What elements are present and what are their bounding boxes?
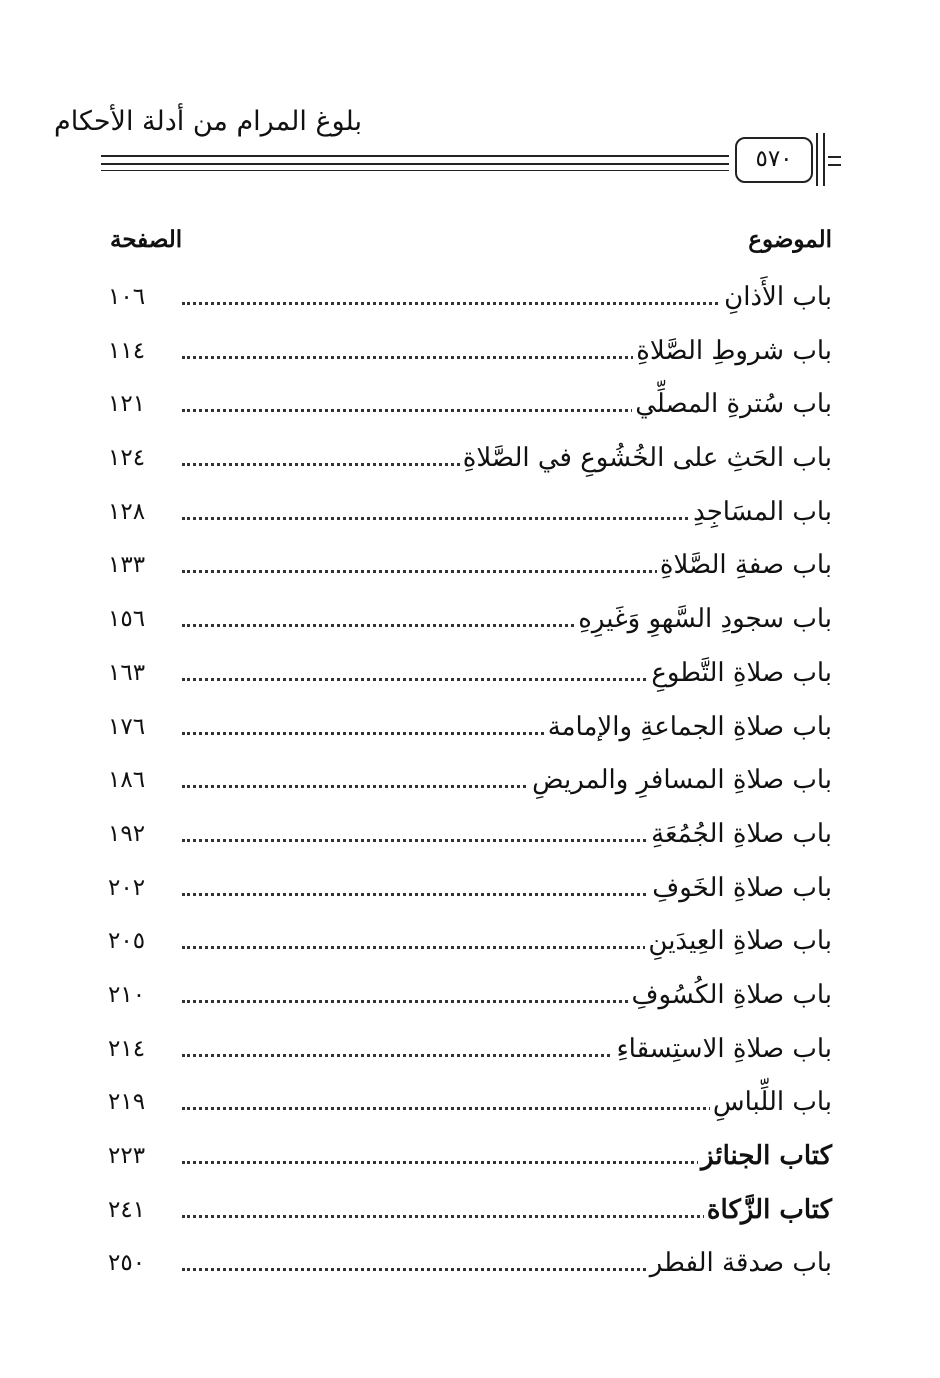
toc-entry-title: باب الحَثِ على الخُشُوعِ في الصَّلاةِ xyxy=(460,431,832,485)
topic-column-heading: الموضوع xyxy=(748,226,832,253)
toc-entry xyxy=(0,861,940,915)
page-number: ٥٧٠ xyxy=(735,137,813,183)
toc-entry-title: باب شروطِ الصَّلاةِ xyxy=(633,324,832,378)
toc-entry xyxy=(0,270,940,324)
toc-entry-page: ١٢١ xyxy=(108,391,146,418)
header-ornament xyxy=(816,133,818,186)
toc-entry-page: ١٣٣ xyxy=(108,552,146,579)
toc-entry xyxy=(0,700,940,754)
toc-entry-page: ١٢٨ xyxy=(108,498,146,525)
header-rule xyxy=(101,170,729,171)
toc-entry xyxy=(0,485,940,539)
toc-entry xyxy=(0,592,940,646)
toc-entry xyxy=(0,538,940,592)
toc-entry-title: باب اللِّباسِ xyxy=(710,1075,832,1129)
toc-entry-page: ١٨٦ xyxy=(108,767,146,794)
page-column-heading: الصفحة xyxy=(110,226,183,253)
toc-entry xyxy=(0,324,940,378)
header-rule xyxy=(101,155,729,157)
toc-entry-title: باب صلاةِ الجُمُعَةِ xyxy=(648,807,832,861)
toc-entry-page: ٢٥٠ xyxy=(108,1250,146,1277)
header-ornament xyxy=(828,164,841,166)
toc-entry-page: ٢١٩ xyxy=(108,1089,146,1116)
toc-entry-page: ١٦٣ xyxy=(108,659,146,686)
toc-entry xyxy=(0,753,940,807)
toc-entry xyxy=(0,914,940,968)
toc-entry xyxy=(0,1129,940,1183)
header-ornament xyxy=(823,133,825,186)
toc-entry-page: ٢٤١ xyxy=(108,1196,146,1223)
toc-entry-page: ٢٠٥ xyxy=(108,928,146,955)
toc-entry-page: ٢١٤ xyxy=(108,1035,146,1062)
toc-entry-page: ١٩٢ xyxy=(108,820,146,847)
toc-entry xyxy=(0,807,940,861)
toc-entry-title: باب الأَذانِ xyxy=(721,270,832,324)
toc-entry-title: باب صلاةِ التَّطوعِ xyxy=(648,646,832,700)
toc-entry-page: ١٢٤ xyxy=(108,445,146,472)
toc-entry xyxy=(0,1183,940,1237)
toc-entry xyxy=(0,1236,940,1290)
toc-entry-title: باب صلاةِ المسافرِ والمريضِ xyxy=(529,753,832,807)
toc-entry xyxy=(0,1022,940,1076)
toc-entry-title: باب صلاةِ الكُسُوفِ xyxy=(629,968,832,1022)
toc-entry-page: ١٠٦ xyxy=(108,284,146,310)
toc-entry-title: باب صدقة الفطر xyxy=(647,1236,832,1290)
toc-entry-title: باب صلاةِ الخَوفِ xyxy=(649,861,832,915)
toc-entry-title: باب صلاةِ الجماعةِ والإمامة xyxy=(545,700,832,754)
toc-entry xyxy=(0,968,940,1022)
toc-entry-page: ١٥٦ xyxy=(108,606,146,633)
toc-entry-page: ١١٤ xyxy=(108,337,146,364)
toc-entry-title: باب سُترةِ المصلِّي xyxy=(632,377,832,431)
toc-entry-title: باب المسَاجِدِ xyxy=(690,485,832,539)
book-title: بلوغ المرام من أدلة الأحكام xyxy=(54,106,362,137)
toc-entry-title: كتاب الزَّكاة xyxy=(704,1183,832,1237)
header-rule xyxy=(101,163,729,165)
toc-entry-page: ٢٢٣ xyxy=(108,1143,146,1169)
toc-entry xyxy=(0,646,940,700)
toc-entry-title: باب سجودِ السَّهوِ وَغَيرِهِ xyxy=(575,592,832,646)
toc-entry xyxy=(0,377,940,431)
toc-entry xyxy=(0,1075,940,1129)
table-of-contents xyxy=(0,270,940,1290)
toc-entry-page: ٢٠٢ xyxy=(108,874,146,901)
toc-entry xyxy=(0,431,940,485)
header-ornament xyxy=(828,156,841,158)
toc-entry-title: باب صلاةِ الاستِسقاءِ xyxy=(613,1022,832,1076)
toc-entry-title: باب صفةِ الصَّلاةِ xyxy=(657,538,832,592)
toc-entry-page: ١٧٦ xyxy=(108,713,146,740)
toc-entry-title: كتاب الجنائز xyxy=(698,1129,832,1183)
toc-entry-title: باب صلاةِ العِيدَينِ xyxy=(645,914,832,968)
toc-entry-page: ٢١٠ xyxy=(108,981,146,1008)
